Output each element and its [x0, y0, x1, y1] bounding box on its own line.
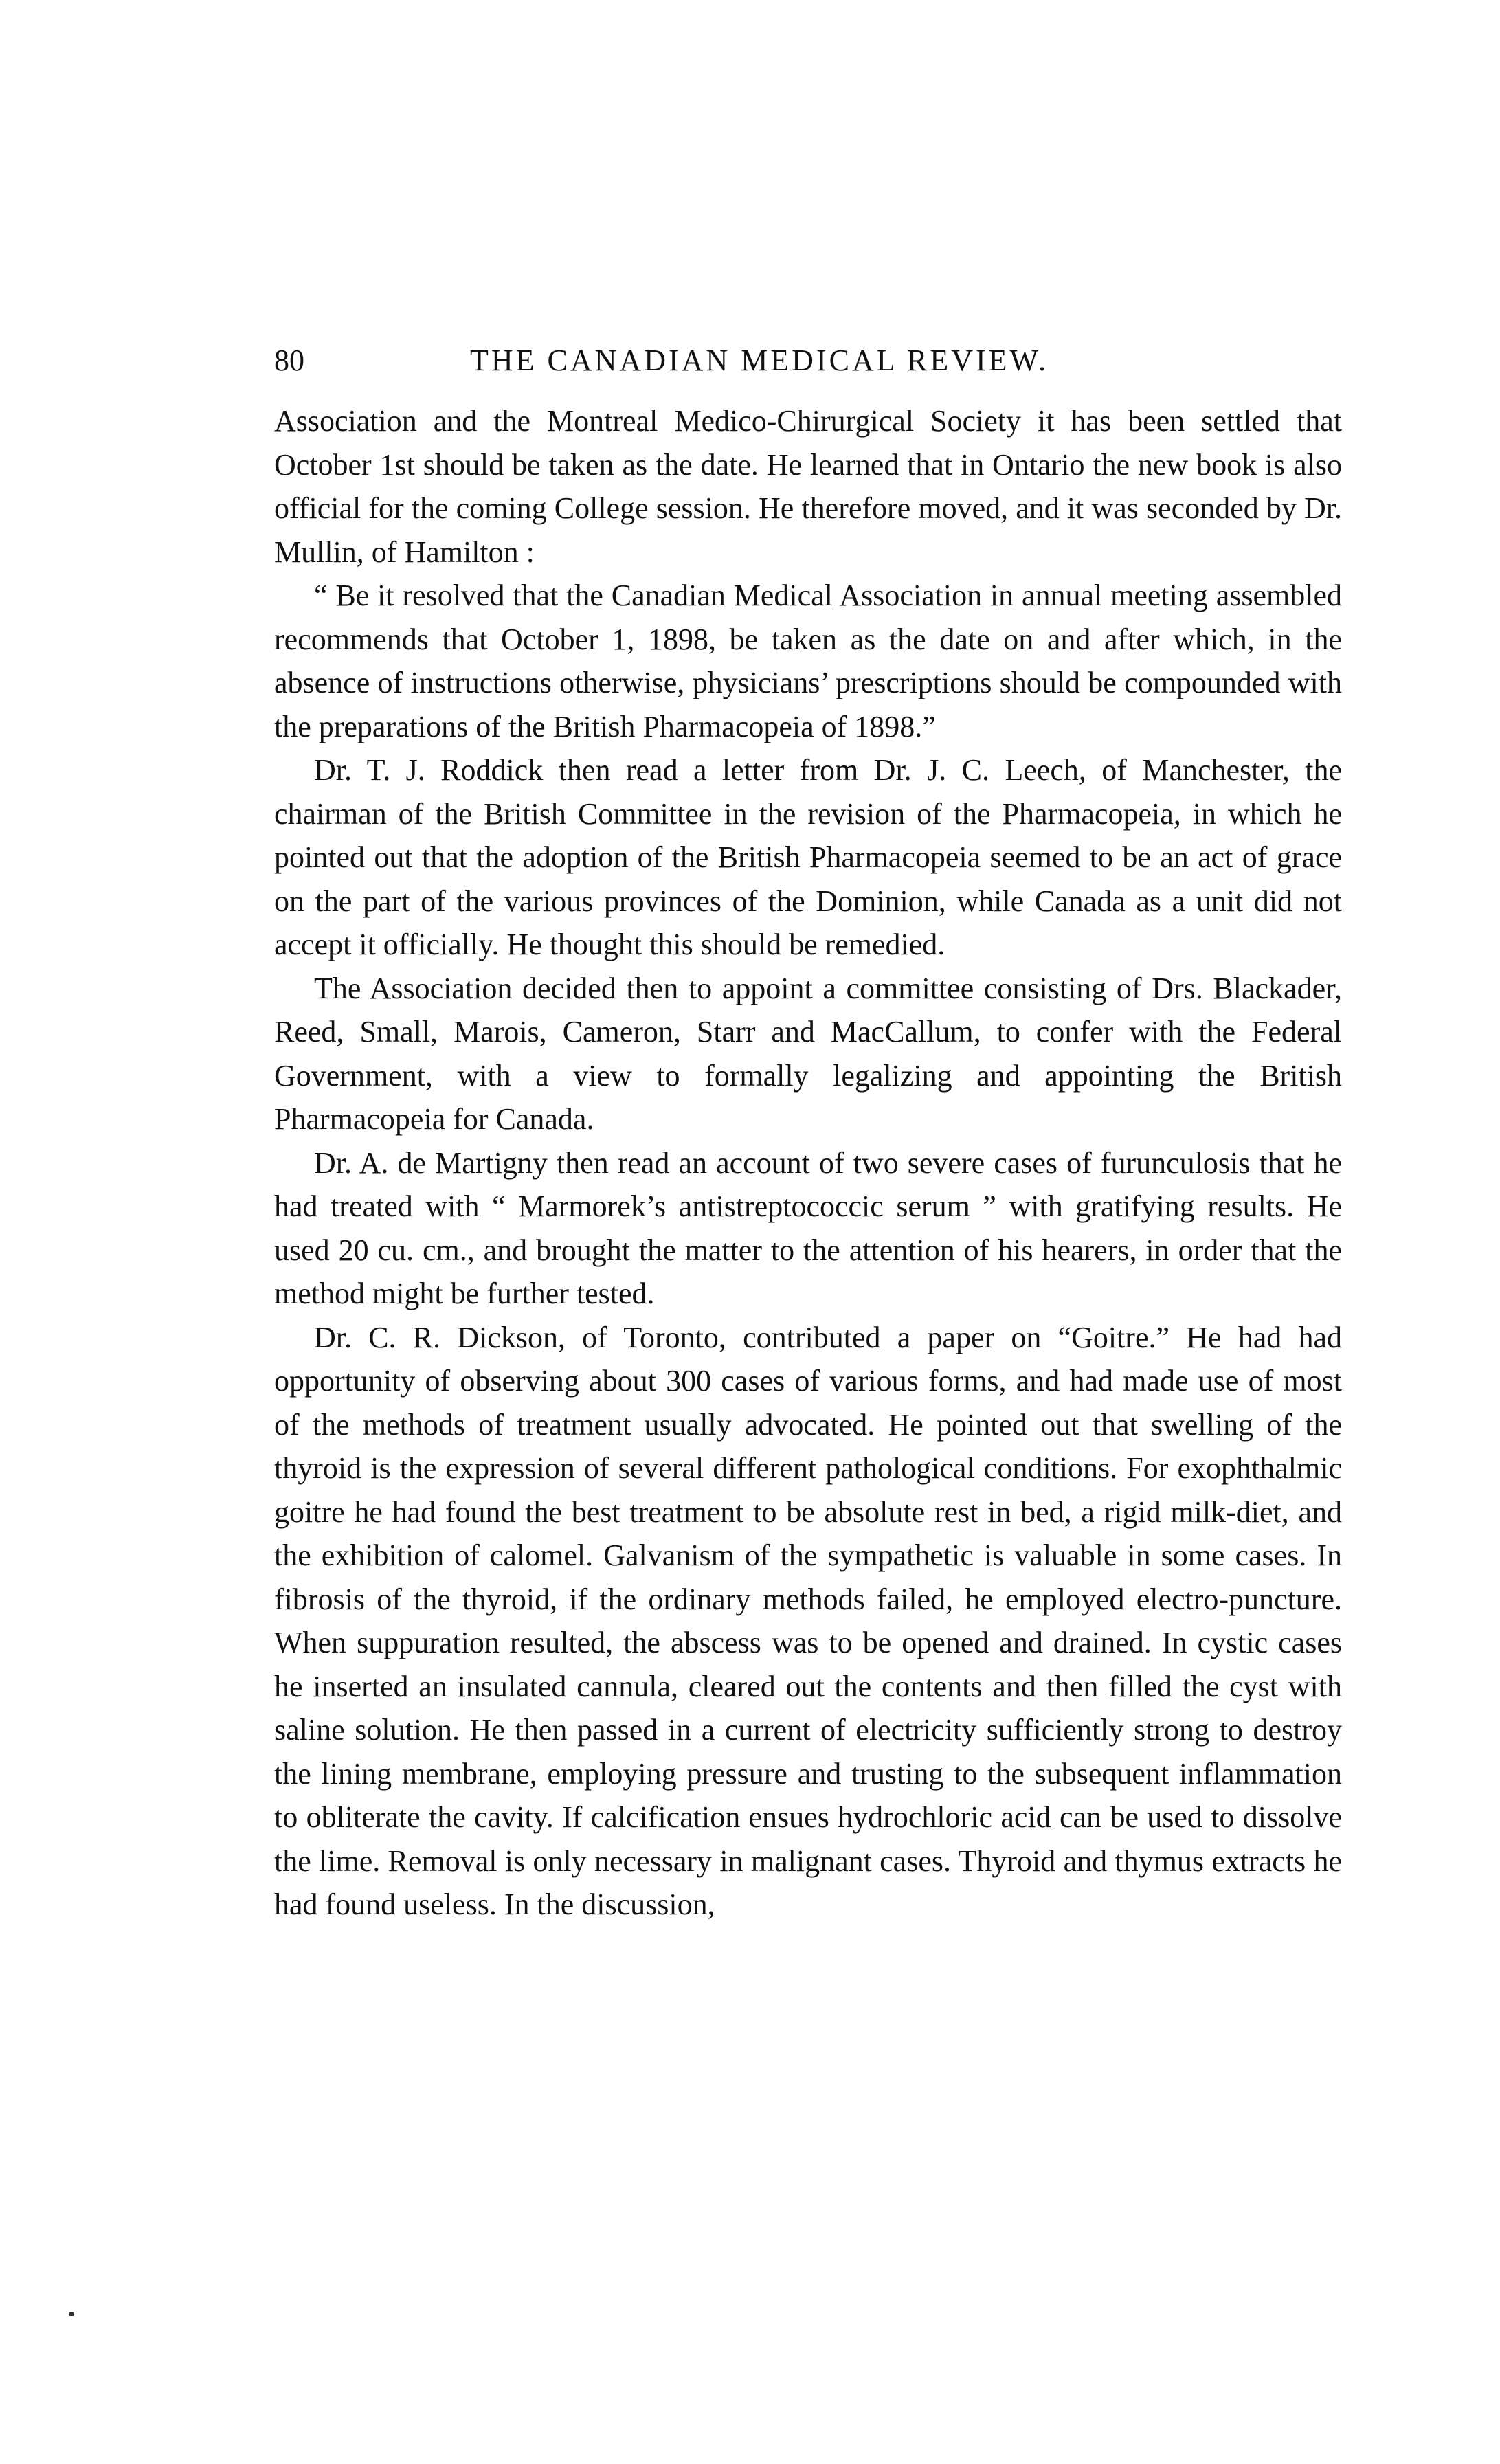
journal-title: THE CANADIAN MEDICAL REVIEW. [470, 344, 1049, 377]
paragraph-roddick-letter: Dr. T. J. Roddick then read a letter from Dr. J. C. Leech, of Manchester, the chairman of the British Committee in the revision of the Pharmacopeia, in which he pointed out that the adoption of the British Pharmacopeia seemed to be an act of grace on the part of the various provinces of the Dominion, while Canada as a unit did not accept it officially. He thought this should be remedied. [274, 753, 1342, 961]
running-head [274, 340, 1342, 381]
page-number: 80 [274, 344, 304, 377]
paragraph-de-martigny: Dr. A. de Martigny then read an account of two severe cases of furunculosis that he had treated with “ Marmorek’s antistreptococcic serum ” with gratifying results. He used 20 cu. cm., and brought the matter to the attention of his hearers, in order that the method might be further tested. [274, 1145, 1342, 1310]
scan-speck [69, 2312, 74, 2316]
paragraph-committee: The Association decided then to appoint a committee consisting of Drs. Blackader, Reed, Small, Marois, Cameron, Starr and MacCallum, to confer with the Federal Government, with a view to formally legalizing and appointing the British Pharmacopeia for Canada. [274, 971, 1342, 1136]
paragraph-dickson-goitre: Dr. C. R. Dickson, of Toronto, contributed a paper on “Goitre.” He had had opportunity of observing about 300 cases of various forms, and had made use of most of the methods of treatment usually advocated. He pointed out that swelling of the thyroid is the expression of several different pathological conditions. For exophthalmic goitre he had found the best treatment to be absolute rest in bed, a rigid milk-diet, and the exhibition of calomel. Galvanism of the sympathetic is valuable in some cases. In fibrosis of the thyroid, if the ordinary methods failed, he employed electro-puncture. When suppuration resulted, the abscess was to be opened and drained. In cystic cases he inserted an insulated cannula, cleared out the contents and then filled the cyst with saline solution. He then passed in a current of electricity sufficiently strong to destroy the lining membrane, employing pressure and trusting to the subsequent inflammation to obliterate the cavity. If calcification ensues hydrochloric acid can be used to dissolve the lime. Removal is only necessary in malignant cases. Thyroid and thymus extracts he had found useless. In the discussion, [274, 1320, 1342, 1921]
paragraph-continuation: Association and the Montreal Medico-Chirurgical Society it has been settled that October 1st should be taken as the date. He learned that in Ontario the new book is also official for the coming College session. He therefore moved, and it was seconded by Dr. Mullin, of Hamilton : [274, 404, 1342, 569]
paragraph-resolution: “ Be it resolved that the Canadian Medical Association in annual meeting assembled recommends that October 1, 1898, be taken as the date on and after which, in the absence of instructions otherwise, physicians’ prescriptions should be compounded with the preparations of the British Pharmacopeia of 1898.” [274, 579, 1342, 743]
page-body [274, 340, 1342, 1927]
